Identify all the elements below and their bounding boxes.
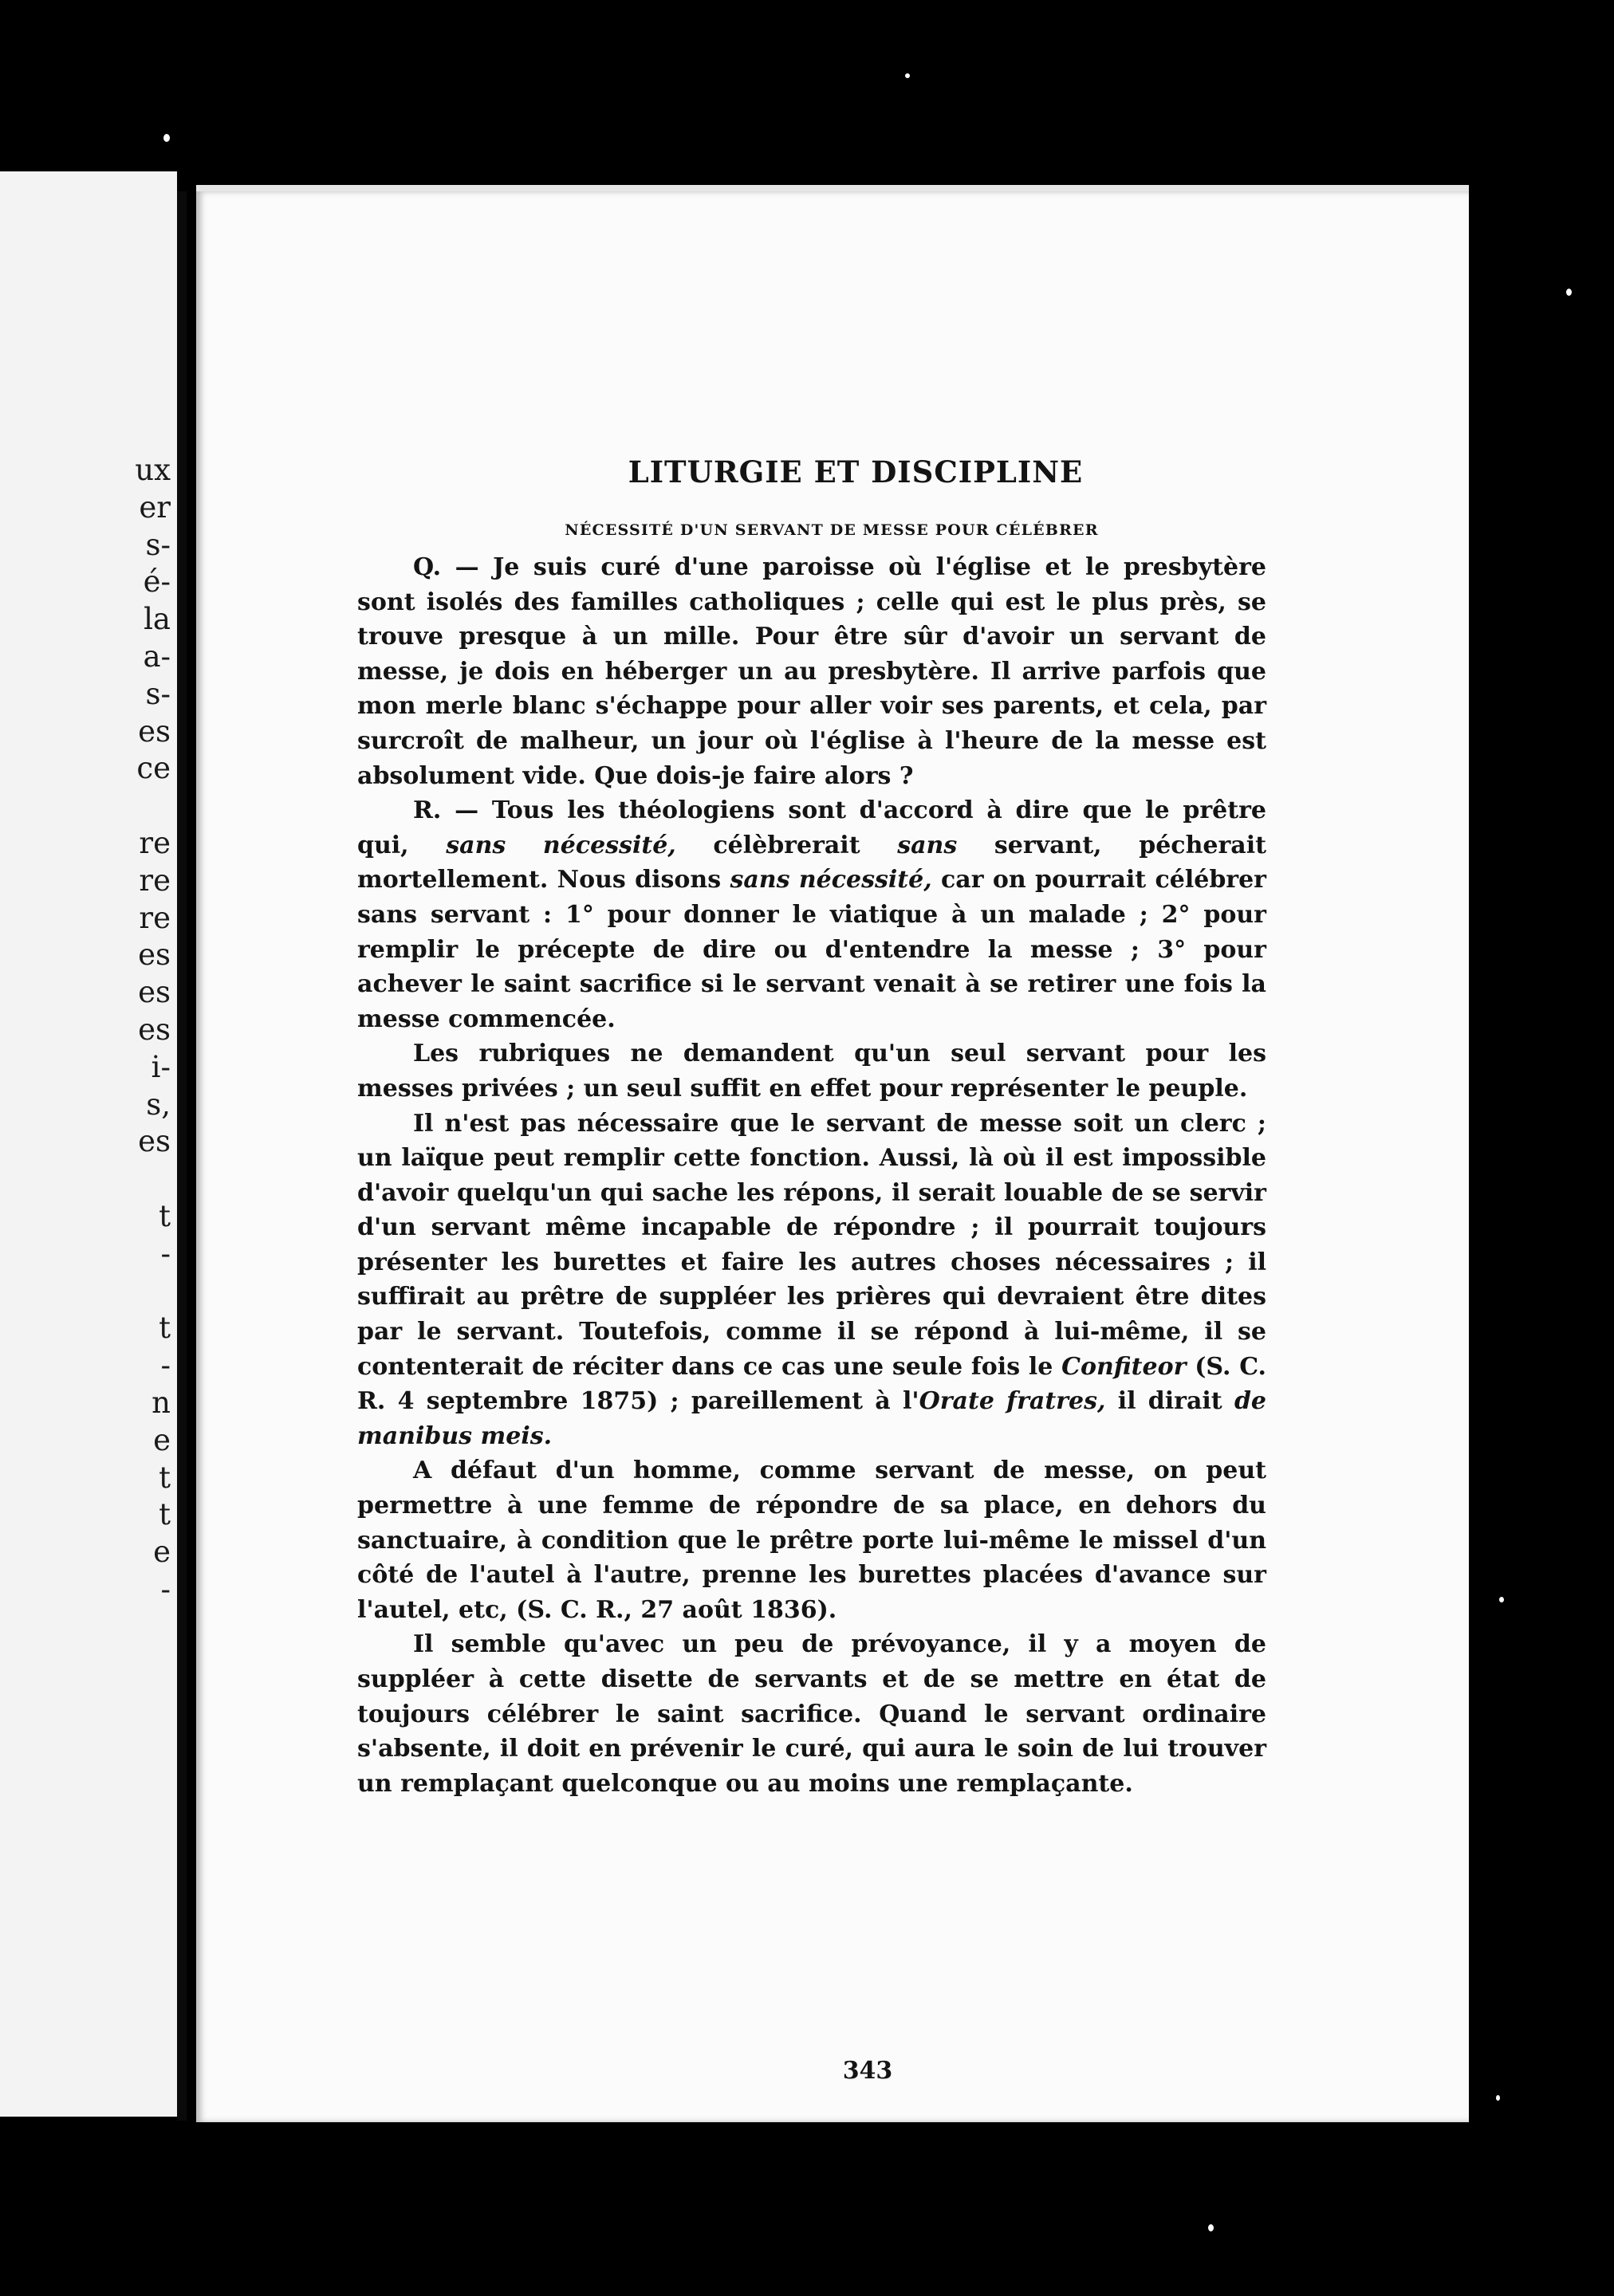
clerc-paragraph [357,1107,1266,1454]
femme-paragraph: A défaut d'un homme, comme servant de messe, on peut permettre à une femme de répondre de sa place, en dehors du sanctuaire, à condition que le prêtre porte lui-même le missel d'un côté de l'autel à l'autre, prenne les burettes placées d'avance sur l'autel, etc, (S. C. R., 27 août 1836). [357,1457,1266,1624]
answer-intro: R. — Tous les théologiens sont d'accord à dire que le prêtre qui, [357,796,1266,859]
clerc-text: il dirait [1117,1387,1222,1416]
left-page-fragment: - [160,1348,171,1383]
left-page-fragment: re [139,863,171,898]
left-page-fragment: s, [146,1087,171,1122]
left-page-fragment: er [139,489,171,525]
scan-speck [1208,2224,1214,2231]
left-page-fragment: t [159,1311,171,1346]
left-facing-page [0,171,177,2117]
article [357,454,1267,2085]
scan-speck [1499,1597,1504,1602]
answer-text: car on pourrait célébrer sans servant : 1° pour donner le viatique à un malade ; 2° pour remplir le précepte de dire ou d'entendre la messe ; 3° pour achever le saint sacrifice si le servant venait à se retirer une fois la messe commencée. [357,866,1266,1033]
left-page-fragment: re [139,900,171,935]
article-body [357,550,1266,1801]
left-page-fragment [135,1273,171,1311]
answer-paragraph [357,793,1266,1036]
left-page-fragment: ux [135,453,171,487]
article-subtitle: NÉCESSITÉ D'UN SERVANT DE MESSE POUR CÉLÉBRER [565,521,1099,539]
left-page-fragment [135,1161,171,1198]
answer-emphasis: sans nécessité, [446,831,676,859]
left-page-fragment: n [152,1385,171,1420]
left-page-fragment: e [153,1422,171,1457]
left-page-fragment: a- [143,639,171,674]
latin-term: de manibus meis. [357,1387,1267,1450]
left-page-fragment: es [138,975,171,1010]
left-page-fragment: ce [136,751,171,786]
left-page-fragment: es [138,714,171,749]
page-number: 343 [842,2057,893,2085]
answer-text: servant, pécherait mortellement. Nous disons [357,831,1266,894]
left-page-fragment: t [159,1497,171,1532]
left-page-text-fragments [135,452,171,1609]
prevoyance-paragraph: Il semble qu'avec un peu de prévoyance, il y a moyen de suppléer à cette disette de servants et de se mettre en état de toujours célébrer le saint sacrifice. Quand le servant ordinaire s'absente, il doit en prévenir le curé, qui aura le soin de lui trouver un remplaçant quelconque ou au moins une remplaçante. [357,1630,1266,1798]
scan-speck [1566,289,1572,296]
left-page-fragment: re [139,825,171,860]
left-page-fragment: e [153,1535,171,1570]
clerc-text: Il n'est pas nécessaire que le servant de messe soit un clerc ; un laïque peut remplir cette fonction. Aussi, là où il est impossible d'avoir quelqu'un qui sache les répons, il serait louable de se servir d'un servant même incapable de répondre ; il pourrait toujours présenter les burettes et faire les autres choses nécessaires ; il suffirait au prêtre de suppléer les prières qui devraient être dites par le servant. Toutefois, comme il se répond à lui-même, il se contenterait de réciter dans ce cas une seule fois le [357,1109,1266,1381]
left-page-fragment: i- [151,1049,171,1084]
scan-speck [163,134,170,142]
answer-emphasis: sans nécessité, [730,866,932,894]
rubriques-paragraph: Les rubriques ne demandent qu'un seul servant pour les messes privées ; un seul suffit en effet pour représenter le peuple. [357,1040,1266,1103]
scan-speck [1496,2095,1500,2101]
latin-term: Orate fratres, [919,1387,1106,1416]
left-page-fragment: es [138,1124,171,1159]
left-page-fragment: - [160,1571,171,1606]
latin-term: Confiteor [1061,1352,1187,1381]
left-page-fragment: t [159,1198,171,1233]
answer-emphasis: sans [897,831,958,859]
left-page-fragment: la [144,602,171,637]
left-page-fragment: s- [145,527,171,562]
section-title: LITURGIE ET DISCIPLINE [628,454,1084,489]
left-page-fragment: t [159,1460,171,1495]
left-page-fragment: es [138,938,171,973]
question-paragraph: Q. — Je suis curé d'une paroisse où l'église et le presbytère sont isolés des familles catholiques ; celle qui est le plus près, se trouve presque à un mille. Pour être sûr d'avoir un servant de messe, je dois en héberger un au presbytère. Il arrive parfois que mon merle blanc s'échappe pour aller voir ses parents, et cela, par surcroît de malheur, un jour où l'église à l'heure de la messe est absolument vide. Que dois-je faire alors ? [357,553,1266,790]
left-page-fragment: é- [143,564,171,600]
left-page-fragment: - [160,1236,171,1271]
book-gutter [177,191,187,2121]
clerc-text: (S. C. R. 4 septembre 1875) ; pareillement à l' [357,1352,1266,1416]
answer-text: célèbrerait [713,831,860,859]
left-page-fragment [135,788,171,825]
scan-speck [905,73,910,78]
document-page [196,191,1469,2122]
left-page-fragment: s- [145,676,171,711]
left-page-fragment: es [138,1012,171,1047]
